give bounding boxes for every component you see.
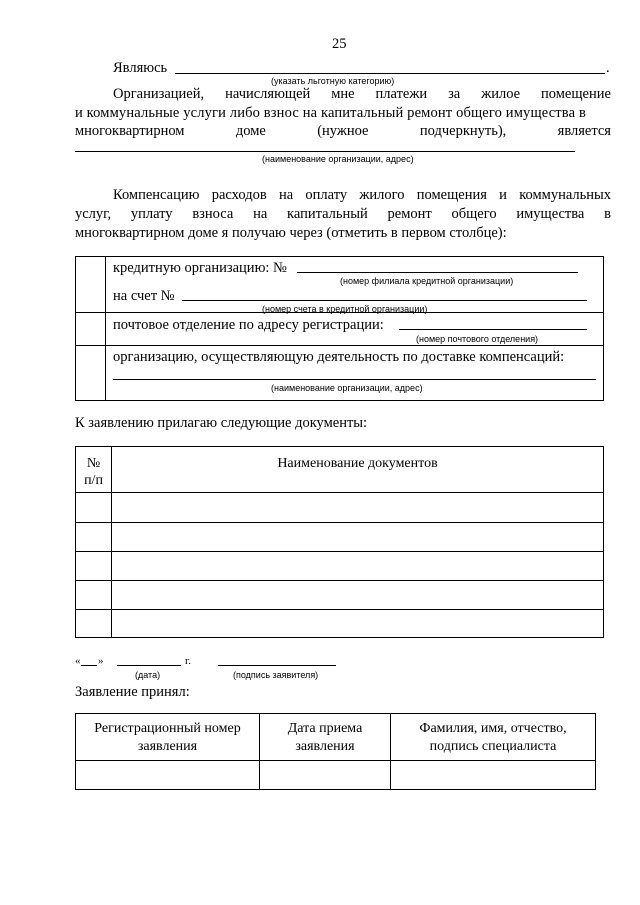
organization-hint: (наименование организации, адрес): [262, 154, 414, 164]
page-number: 25: [332, 36, 347, 52]
word: подчеркнуть),: [419, 123, 507, 139]
credit-org-hint: (номер филиала кредитной организации): [340, 276, 514, 286]
document-row-2[interactable]: [112, 523, 603, 551]
word: жилое: [481, 86, 521, 102]
word: доме: [235, 123, 266, 139]
org-line-3: [75, 122, 611, 140]
received-label: Заявление принял:: [75, 684, 190, 700]
word: многоквартирном: [75, 123, 185, 139]
organization-field[interactable]: [75, 151, 575, 152]
signature-field[interactable]: [218, 665, 336, 666]
word: ремонт: [387, 206, 432, 222]
delivery-org-field[interactable]: [113, 379, 596, 380]
word: платежи: [375, 86, 428, 102]
document-row-5[interactable]: [112, 610, 603, 637]
word: за: [448, 86, 461, 102]
year-suffix: г.: [185, 655, 192, 667]
word: Компенсацию: [113, 187, 200, 203]
col-number-header-1: №: [86, 456, 101, 471]
word: (нужное: [317, 123, 369, 139]
word: взноса: [192, 206, 234, 222]
post-office-hint: (номер почтового отделения): [416, 334, 539, 344]
word: общего: [451, 206, 497, 222]
word: и: [499, 187, 507, 203]
specialist-header-2: подпись специалиста: [429, 739, 557, 754]
quote-open: «: [75, 655, 81, 667]
word: в: [604, 206, 611, 222]
category-hint: (указать льготную категорию): [271, 76, 395, 86]
specialist-cell[interactable]: [391, 761, 595, 789]
post-office-field[interactable]: [399, 329, 587, 330]
delivery-org-label: организацию, осуществляющую деятельность по доставке компенсаций:: [113, 349, 565, 365]
word: начисляющей: [225, 86, 311, 102]
org-line-1: [113, 85, 611, 103]
document-row-3[interactable]: [112, 552, 603, 580]
word: на: [278, 187, 294, 203]
date-hint: (дата): [135, 670, 161, 680]
receipt-date-cell[interactable]: [260, 761, 390, 789]
account-hint: (номер счета в кредитной организации): [262, 304, 428, 314]
specialist-header-1: Фамилия, имя, отчество,: [419, 721, 567, 736]
credit-org-branch-field[interactable]: [297, 272, 578, 273]
compensation-line-2: [75, 205, 611, 223]
signature-hint: (подпись заявителя): [233, 670, 319, 680]
day-field[interactable]: [81, 665, 97, 666]
word: оплату: [305, 187, 348, 203]
word: коммунальных: [519, 187, 611, 203]
word: на: [253, 206, 268, 222]
account-label: на счет №: [113, 288, 175, 304]
category-field[interactable]: [175, 73, 605, 74]
quote-close: »: [98, 655, 104, 667]
word: уплату: [130, 206, 173, 222]
post-office-checkbox-cell[interactable]: [76, 313, 105, 345]
word: помещения: [416, 187, 487, 203]
word: мне: [331, 86, 355, 102]
word: услуг,: [75, 206, 112, 222]
reg-number-cell[interactable]: [76, 761, 259, 789]
delivery-org-hint: (наименование организации, адрес): [271, 383, 423, 393]
reg-number-header-1: Регистрационный номер: [94, 721, 241, 736]
receipt-date-header-1: Дата приема: [287, 721, 363, 736]
document-row-1[interactable]: [112, 493, 603, 522]
account-number-field[interactable]: [182, 300, 587, 301]
col-number-header-2: п/п: [84, 473, 103, 488]
yavlyayus-label: Являюсь: [113, 60, 168, 76]
col-docname-header: Наименование документов: [277, 456, 438, 471]
credit-org-label: кредитную организацию: №: [113, 260, 287, 276]
word: является: [557, 123, 611, 139]
word: расходов: [211, 187, 267, 203]
word: помещение: [541, 86, 611, 102]
word: жилого: [359, 187, 405, 203]
compensation-line-1: [113, 186, 611, 204]
reg-number-header-2: заявления: [137, 739, 198, 754]
credit-org-checkbox-cell[interactable]: [76, 257, 105, 312]
date-field[interactable]: [117, 665, 181, 666]
receipt-date-header-2: заявления: [295, 739, 355, 754]
document-row-4[interactable]: [112, 581, 603, 609]
documents-intro: К заявлению прилагаю следующие документы:: [75, 415, 368, 431]
post-office-label: почтовое отделение по адресу регистрации:: [113, 317, 384, 333]
compensation-line-3: многоквартирном доме я получаю через (отметить в первом столбце):: [75, 225, 507, 241]
word: капитальный: [287, 206, 368, 222]
word: Организацией,: [113, 86, 205, 102]
word: имущества: [516, 206, 585, 222]
category-trailing-dot: .: [606, 60, 610, 76]
delivery-org-checkbox-cell[interactable]: [76, 346, 105, 400]
org-line-2: и коммунальные услуги либо взнос на капитальный ремонт общего имущества в: [75, 105, 586, 121]
